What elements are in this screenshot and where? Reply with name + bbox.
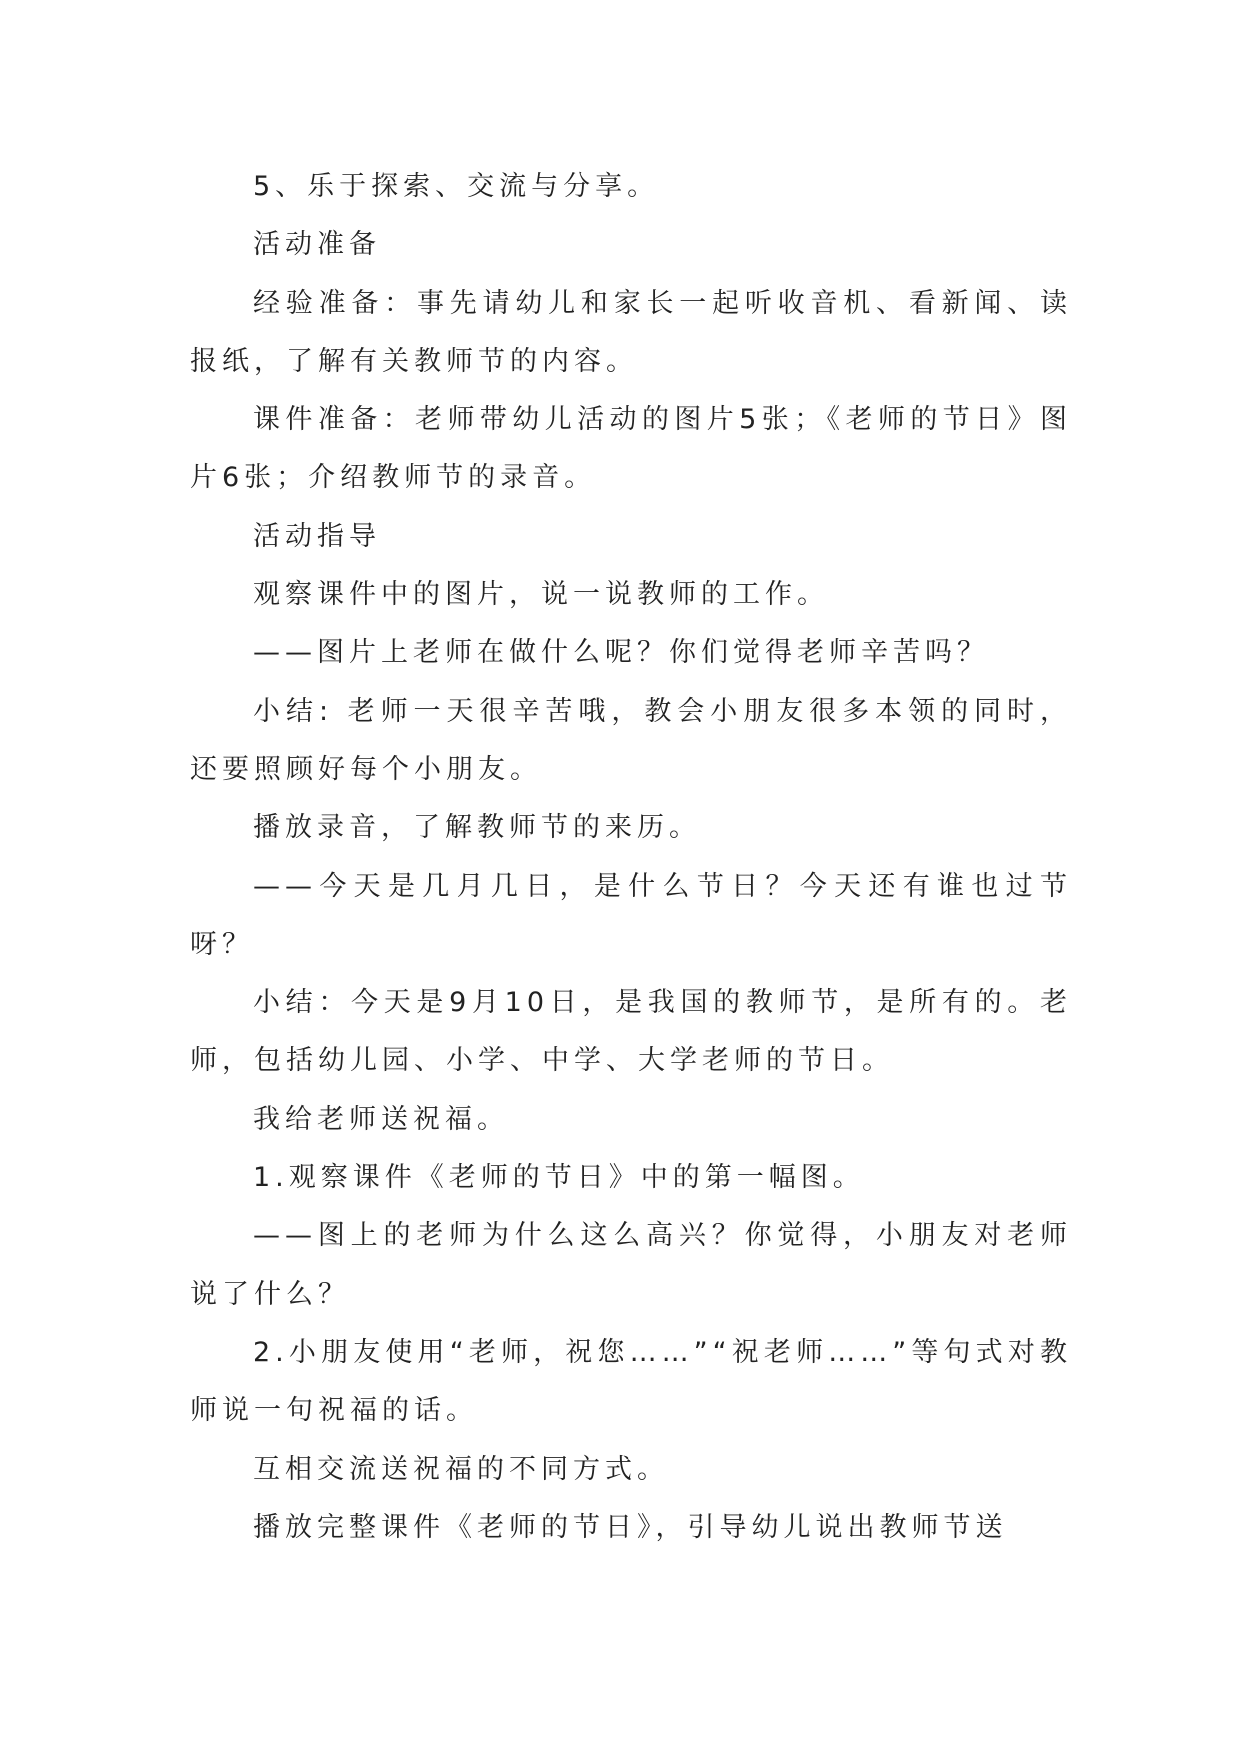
- paragraph-exchange-ways: 互相交流送祝福的不同方式。: [253, 1453, 669, 1485]
- paragraph-question-2: ——今天是几月几日，是什么节日？今天还有谁也过节呀？: [190, 870, 1072, 960]
- heading-activity-guidance: 活动指导: [253, 520, 381, 552]
- paragraph-question-3: ——图上的老师为什么这么高兴？你觉得，小朋友对老师说了什么？: [190, 1220, 1072, 1310]
- paragraph-summary-1: 小结: 老师一天很辛苦哦，教会小朋友很多本领的同时，还要照顾好每个小朋友。: [190, 695, 1072, 785]
- paragraph-step-1: 1.观察课件《老师的节日》中的第一幅图。: [253, 1162, 865, 1194]
- paragraph-experience-preparation: 经验准备：事先请幼儿和家长一起听收音机、看新闻、读报纸，了解有关教师节的内容。: [190, 287, 1072, 377]
- paragraph-observe-pictures: 观察课件中的图片，说一说教师的工作。: [253, 579, 829, 611]
- paragraph-play-full-courseware: 播放完整课件《老师的节日》，引导幼儿说出教师节送: [253, 1511, 1008, 1543]
- heading-activity-preparation: 活动准备: [253, 229, 381, 261]
- paragraph-summary-2: 小结：今天是9月10日，是我国的教师节，是所有的。老师，包括幼儿园、小学、中学、大学老师的节日。: [190, 987, 1072, 1077]
- paragraph-courseware-preparation: 课件准备：老师带幼儿活动的图片5张；《老师的节日》图片6张；介绍教师节的录音。: [190, 404, 1072, 494]
- paragraph-send-blessings: 我给老师送祝福。: [253, 1103, 509, 1135]
- paragraph-question-1: ——图片上老师在做什么呢？你们觉得老师辛苦吗？: [253, 637, 989, 669]
- paragraph-play-recording: 播放录音，了解教师节的来历。: [253, 812, 701, 844]
- document-body: [190, 158, 1072, 1557]
- paragraph-step-2: 2.小朋友使用“老师，祝您……”“祝老师……”等句式对教师说一句祝福的话。: [190, 1336, 1072, 1427]
- paragraph-goal-5: 5、乐于探索、交流与分享。: [253, 171, 660, 202]
